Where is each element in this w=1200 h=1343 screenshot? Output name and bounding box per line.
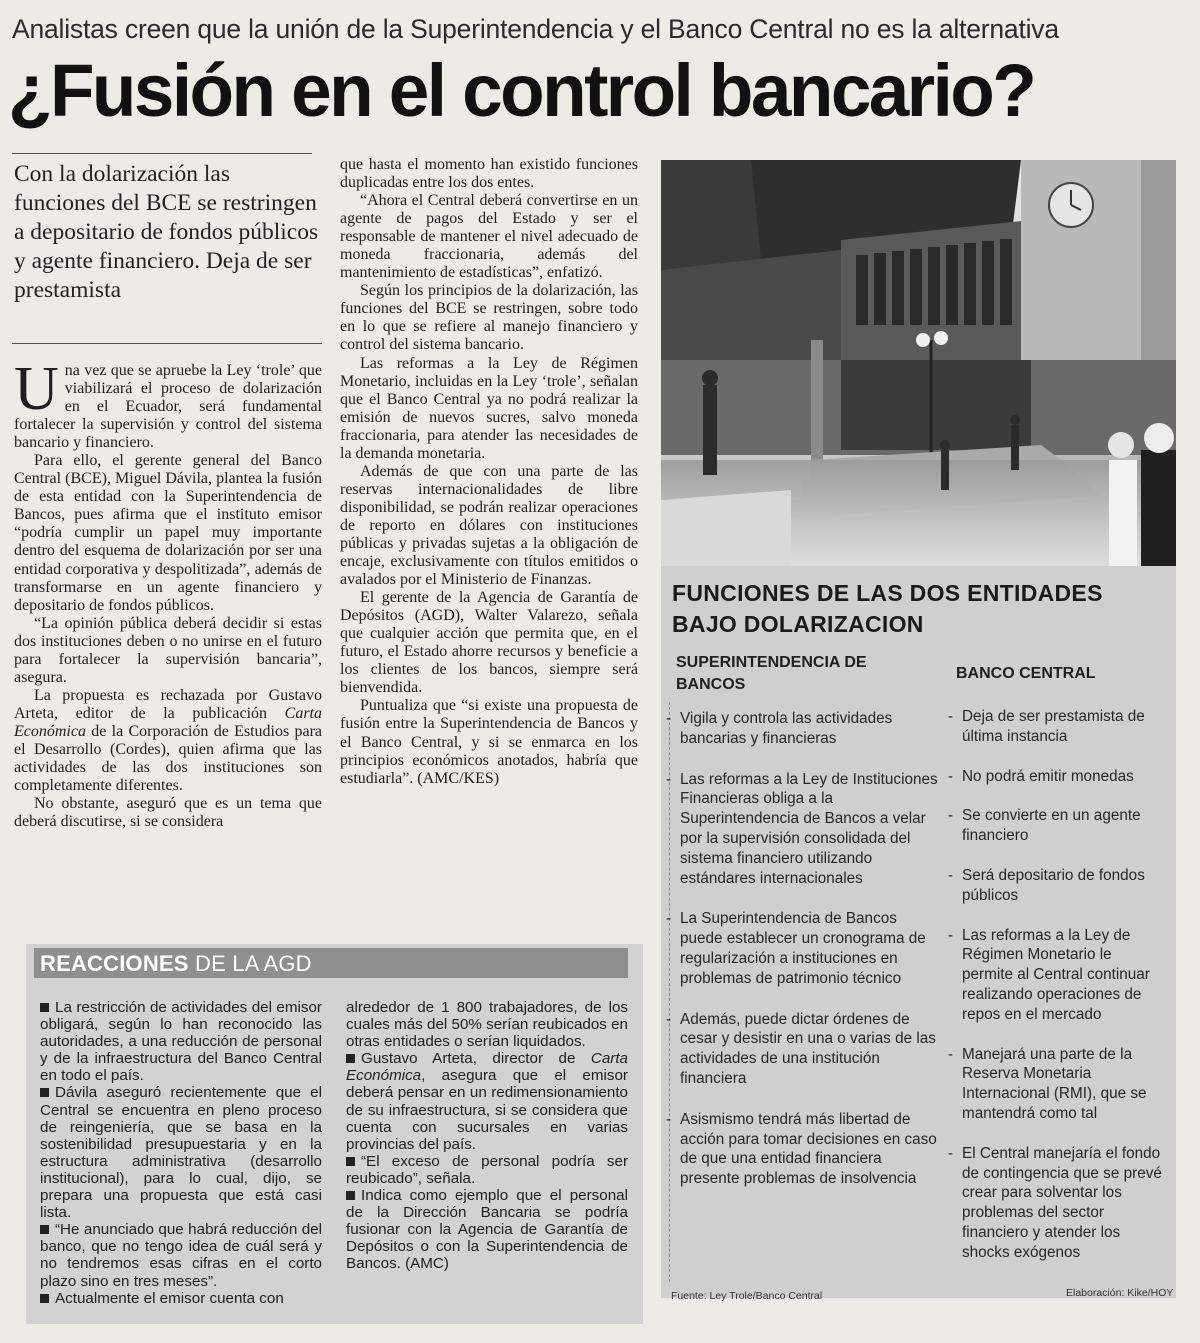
photo-illustration bbox=[661, 160, 1176, 566]
list-item: - Además, puede dictar órdenes de cesar y desistir en una o varias de las actividades de una institución financiera bbox=[666, 1010, 938, 1089]
lead-top-rule bbox=[12, 153, 312, 154]
banco-central-header: BANCO CENTRAL bbox=[956, 665, 1096, 682]
paragraph-text: Actualmente el emisor cuenta con bbox=[55, 1289, 284, 1307]
reacciones-title bbox=[40, 950, 312, 977]
bullet-paragraph bbox=[346, 1050, 628, 1153]
article-paragraph: No obstante, aseguró que es un tema que deberá discutirse, si se considera bbox=[14, 795, 322, 831]
list-item: - Se convierte en un agente financiero bbox=[948, 806, 1163, 846]
list-item: - Vigila y controla las actividades bancarias y financieras bbox=[666, 709, 938, 749]
bank-building-photo bbox=[661, 160, 1176, 566]
paragraph-text: na vez que se apruebe la Ley ‘trole’ que viabilizará el proceso de dolarización en el Ecuador, será fundamental fortalecer la supervisión y control del sistema bancario y financiero. bbox=[14, 362, 322, 452]
article-column-1 bbox=[14, 355, 322, 831]
bullet-paragraph bbox=[346, 1153, 628, 1187]
square-bullet-icon bbox=[40, 1294, 49, 1303]
reacciones-column-1 bbox=[40, 999, 322, 1307]
article-paragraph: Según los principios de la dolarización, las funciones del BCE se restringen, sobre todo en lo que se refiere al manejo financiero y control del sistema bancario. bbox=[340, 282, 638, 354]
list-item: - Deja de ser prestamista de última instancia bbox=[948, 707, 1163, 747]
square-bullet-icon bbox=[40, 1003, 49, 1012]
article-paragraph bbox=[14, 687, 322, 795]
paragraph-text: Indica como ejemplo que el personal de la Dirección Bancaria se podría fusionar con la Agencia de Garantía de Depósitos o con la Superintendencia de Bancos. (AMC) bbox=[346, 1187, 628, 1273]
article-paragraph: Puntualiza que “si existe una propuesta de fusión entre la Superintendencia de Bancos y el Banco Central, y si se enmarca en los principios económicos anotados, habría que estudiarla”. (AMC/KES) bbox=[340, 697, 638, 787]
bullet-paragraph: alrededor de 1 800 trabajadores, de los cuales más del 50% serían reubicados en otras entidades o serían liquidados. bbox=[346, 999, 628, 1051]
list-item: - La Superintendencia de Bancos puede establecer un cronograma de regularización a instituciones en problemas de patrimonio técnico bbox=[666, 909, 938, 988]
bullet-paragraph bbox=[346, 1187, 628, 1272]
bullet-paragraph bbox=[40, 1084, 322, 1221]
article-paragraph: “Ahora el Central deberá convertirse en un agente de pagos del Estado y ser el responsable de mantener el nivel adecuado de moneda fraccionaria, además del mantenimiento de estadísticas”, enfatizó. bbox=[340, 192, 638, 282]
article-paragraph: Las reformas a la Ley de Régimen Monetario, incluidas en la Ley ‘trole’, señalan que el Banco Central ya no podrá realizar la emisión de nuevos sucres, salvo moneda fraccionaria, para atender las necesidades de la demanda monetaria. bbox=[340, 354, 638, 462]
paragraph-text: La propuesta es rechazada por Gustavo Arteta, editor de la publicación bbox=[14, 686, 322, 722]
article-paragraph bbox=[14, 355, 322, 452]
infobox-credit: Elaboración: Kike/HOY bbox=[1066, 1287, 1174, 1299]
superintendencia-functions-list bbox=[666, 709, 938, 1189]
publication-name: Carta Económica bbox=[346, 1050, 628, 1085]
square-bullet-icon bbox=[346, 1191, 355, 1200]
paragraph-text: “He anunciado que habrá reducción del banco, que no tengo idea de cuál será y no tendremos esas cifras en el corto plazo sino en tres meses”. bbox=[40, 1221, 322, 1290]
paragraph-text: La restricción de actividades del emisor obligará, según lo han reconocido las autoridades, a una reducción de personal y de la infraestructura del Banco Central en todo el país. bbox=[40, 999, 322, 1085]
lead-summary: Con la dolarización las funciones del BCE se restringen a depositario de fondos públicos y agente financiero. Deja de ser prestamista bbox=[14, 161, 319, 303]
infobox-source: Fuente: Ley Trole/Banco Central bbox=[671, 1290, 823, 1302]
list-item: - Será depositario de fondos públicos bbox=[948, 866, 1163, 906]
list-item: - Asismismo tendrá más libertad de acción para tomar decisiones en caso de que una entidad financiera presente problemas de insolvencia bbox=[666, 1110, 938, 1189]
list-item: - Las reformas a la Ley de Instituciones Financieras obliga a la Superintendencia de Bancos a velar por la supervisión consolidada del sistema financiero utilizando estándares internacionales bbox=[666, 770, 938, 889]
square-bullet-icon bbox=[346, 1157, 355, 1166]
paragraph-text: “El exceso de personal podría ser reubicado”, señala. bbox=[346, 1152, 628, 1187]
paragraph-text: Dávila aseguró recientemente que el Central se encuentra en pleno proceso de reingeniería, que se basa en la sostenibilidad presupuestaria y en la estructura administrativa (desarrollo institucional), para lo cual, dijo, se prepara una propuesta que está casi lista. bbox=[40, 1084, 322, 1222]
reacciones-title-bold: REACCIONES bbox=[40, 951, 189, 976]
infobox-title: FUNCIONES DE LAS DOS ENTIDADES BAJO DOLARIZACION bbox=[672, 580, 1103, 637]
bullet-paragraph bbox=[40, 999, 322, 1084]
article-paragraph: que hasta el momento han existido funciones duplicadas entre los dos entes. bbox=[340, 156, 638, 192]
bullet-paragraph bbox=[40, 1290, 322, 1307]
list-item: - Manejará una parte de la Reserva Monetaria Internacional (RMI), que se mantendrá como tal bbox=[948, 1045, 1163, 1124]
bullet-paragraph bbox=[40, 1221, 322, 1289]
article-paragraph: El gerente de la Agencia de Garantía de Depósitos (AGD), Walter Valarezo, señala que cualquier acción que permita que, en el futuro, el Estado ahorre recursos y beneficie a los clientes de los bancos, siempre será bienvendida. bbox=[340, 589, 638, 697]
paragraph-text: , asegura que el emisor deberá pensar en un redimensionamiento de su infraestructura, si se considera que cuenta con sucursales en varias provincias del país. bbox=[346, 1067, 628, 1153]
superintendencia-header: SUPERINTENDENCIA DE BANCOS bbox=[676, 654, 867, 693]
list-item: - El Central manejaría el fondo de contingencia que se prevé crear para solventar los problemas del sector financiero y atender los shocks exógenos bbox=[948, 1144, 1163, 1263]
square-bullet-icon bbox=[40, 1225, 49, 1234]
article-paragraph: Además de que con una parte de las reservas internacionalidades de libre disponibilidad, se podrán realizar operaciones de reporto en dólares con instituciones públicas y privadas sujetas a la obligación de encaje, exclusivamente con títulos emitidos o avalados por el Ministerio de Finanzas. bbox=[340, 462, 638, 589]
square-bullet-icon bbox=[346, 1054, 355, 1063]
drop-cap: U bbox=[14, 355, 59, 423]
reacciones-column-2 bbox=[346, 999, 628, 1273]
publication-name: Carta Económica bbox=[14, 704, 322, 740]
lead-bottom-rule bbox=[12, 343, 322, 344]
list-item: - Las reformas a la Ley de Régimen Monetario le permite al Central continuar realizando operaciones de repos en el mercado bbox=[948, 926, 1163, 1025]
reacciones-title-rest: DE LA AGD bbox=[188, 951, 312, 976]
headline: ¿Fusión en el control bancario? bbox=[8, 49, 1035, 132]
kicker: Analistas creen que la unión de la Superintendencia y el Banco Central no es la alternativa bbox=[12, 14, 1059, 44]
list-item: - No podrá emitir monedas bbox=[948, 767, 1163, 787]
paragraph-text: de la Corporación de Estudios para el Desarrollo (Cordes), quien afirma que las actividades de las dos instituciones son completamente diferentes. bbox=[14, 722, 322, 795]
banco-central-functions-list bbox=[948, 707, 1163, 1263]
article-column-2 bbox=[340, 156, 638, 788]
paragraph-text: Gustavo Arteta, director de bbox=[361, 1050, 591, 1068]
article-paragraph: “La opinión pública deberá decidir si estas dos instituciones deben o no unirse en el futuro para fortalecer la supervisión bancaria”, asegura. bbox=[14, 614, 322, 686]
square-bullet-icon bbox=[40, 1088, 49, 1097]
article-paragraph: Para ello, el gerente general del Banco Central (BCE), Miguel Dávila, plantea la fusión de esta entidad con la Superintendencia de Bancos, pues afirma que el instituto emisor “podría cumplir un papel muy importante dentro del esquema de dolarización por ser una entidad corporativa y despolitizada”, además de transformarse en un agente financiero y depositario de fondos públicos. bbox=[14, 452, 322, 614]
